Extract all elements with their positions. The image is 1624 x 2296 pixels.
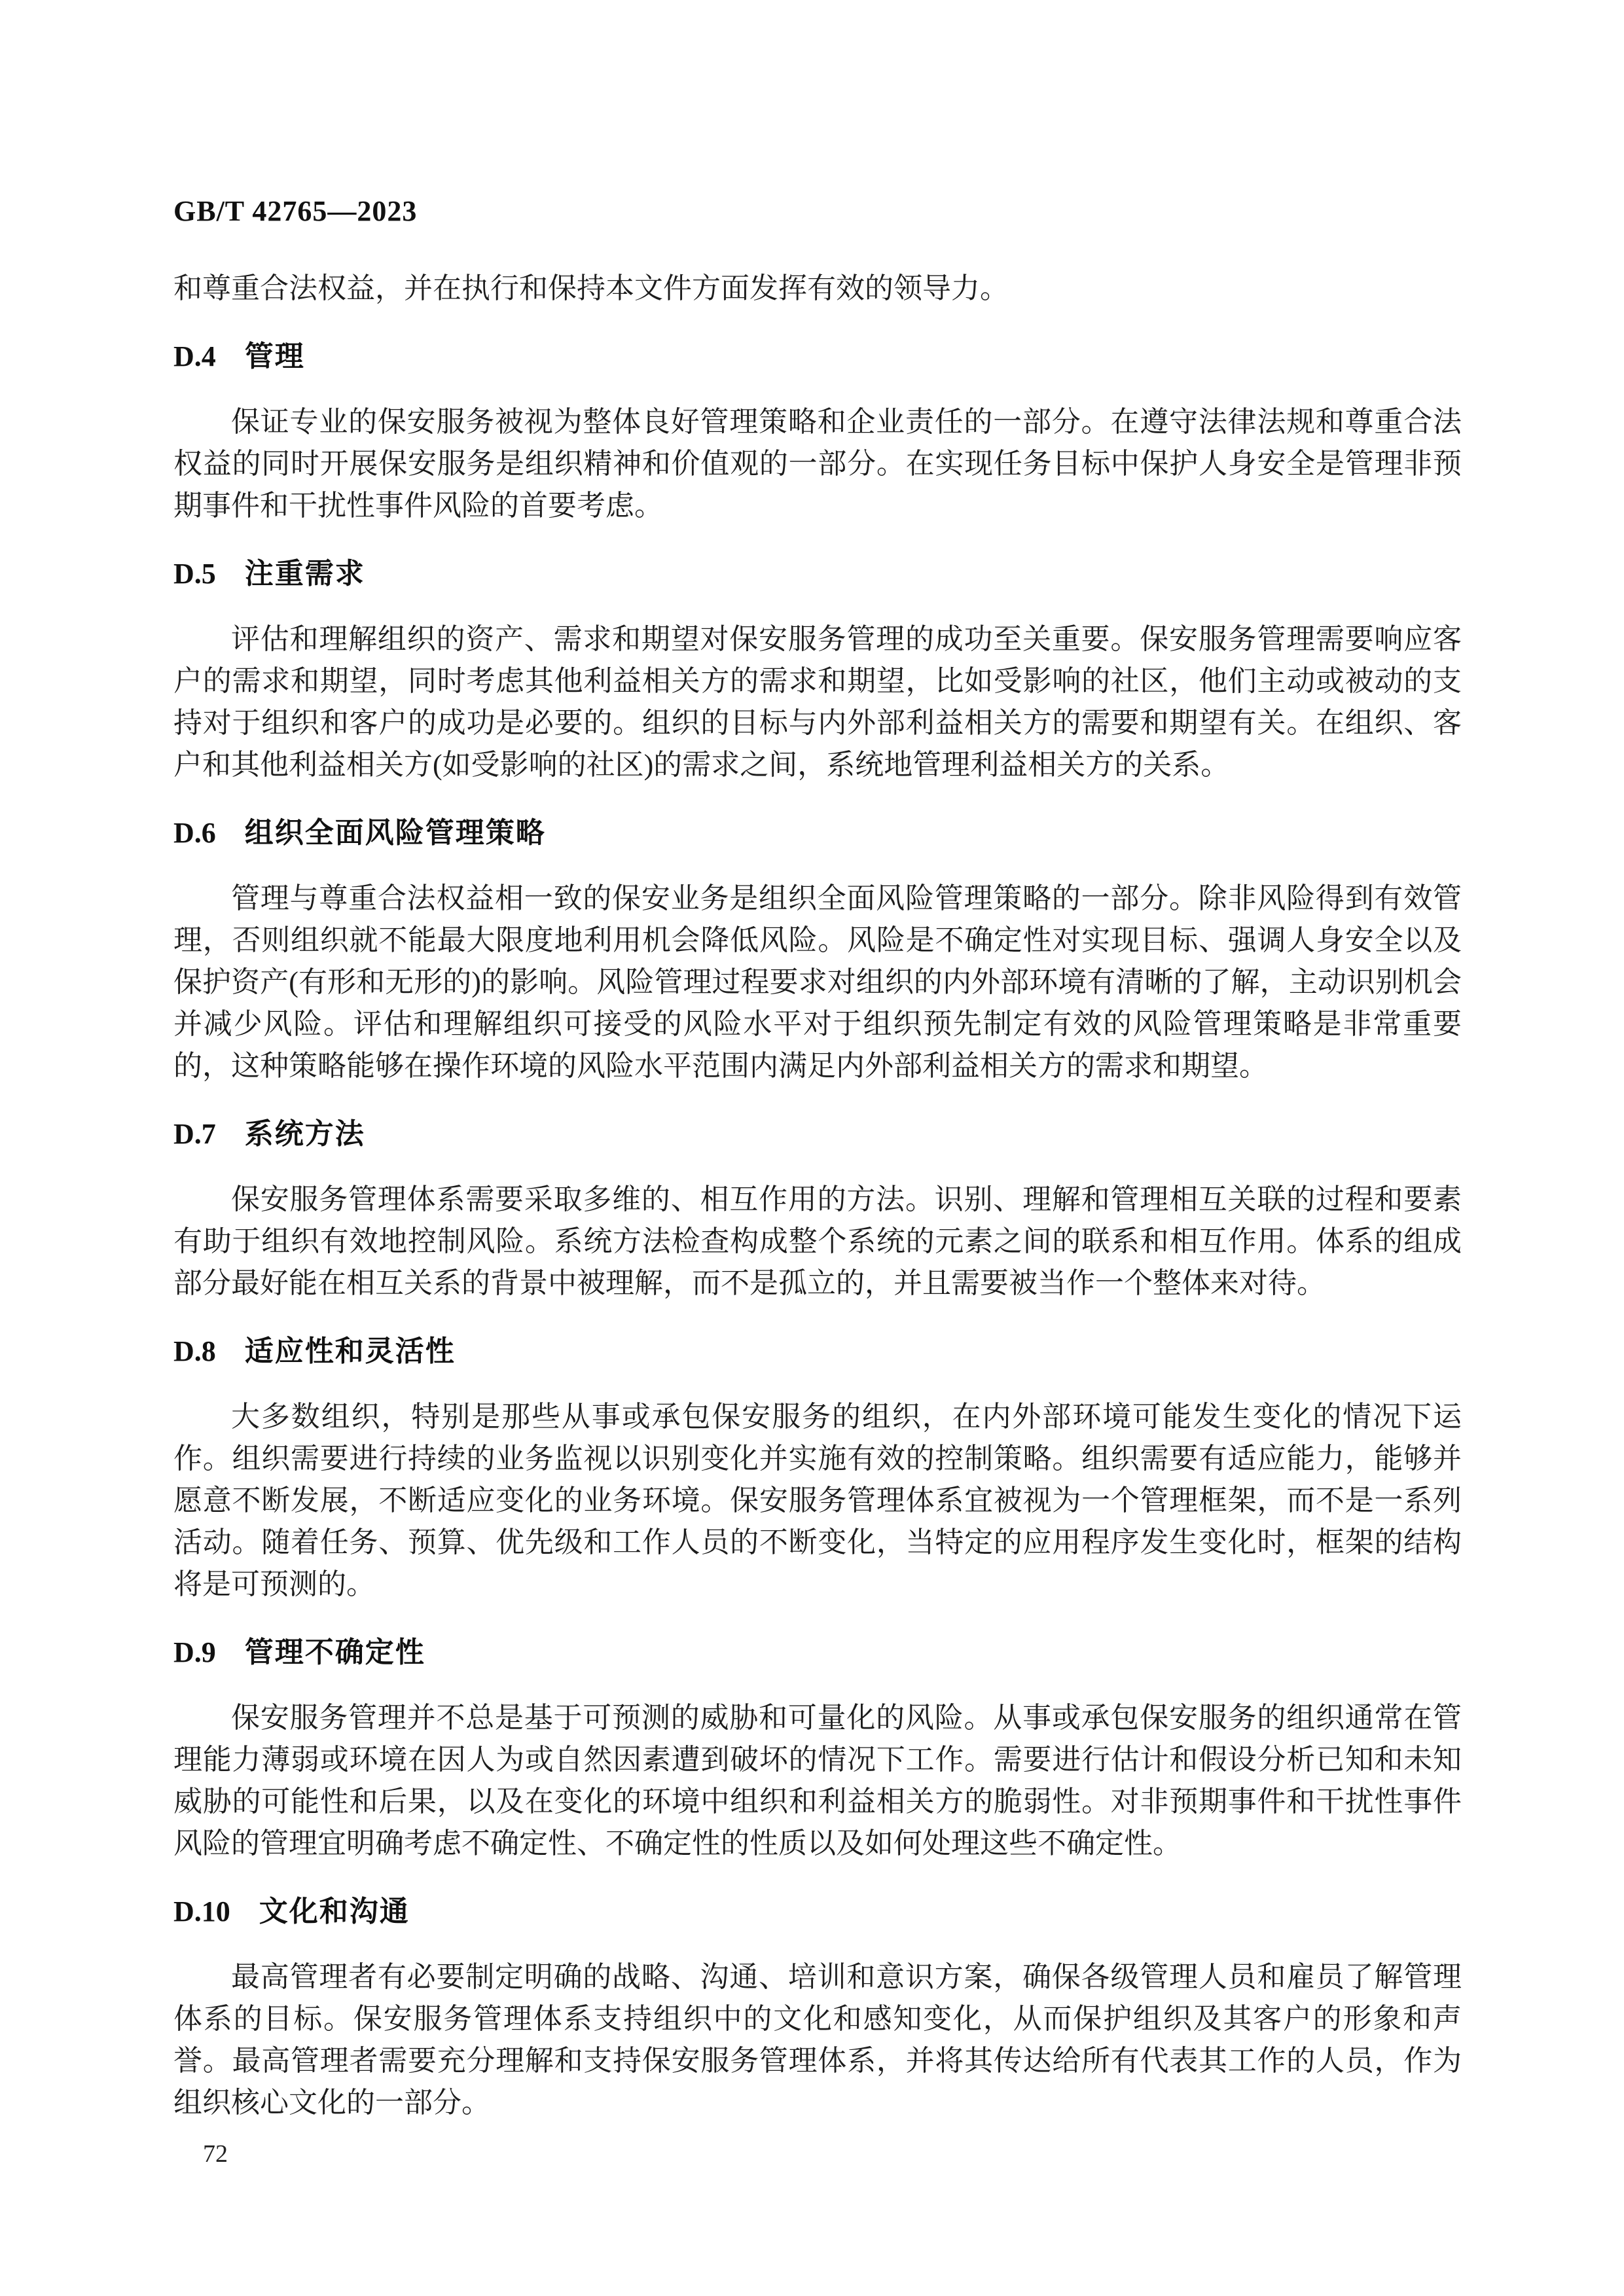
section-number: D.5	[173, 558, 216, 590]
section-title: 文化和沟通	[259, 1895, 410, 1928]
section-d4-heading	[173, 336, 1462, 378]
section-d6-body: 管理与尊重合法权益相一致的保安业务是组织全面风险管理策略的一部分。除非风险得到有效管理，否则组织就不能最大限度地利用机会降低风险。风险是不确定性对实现目标、强调人身安全以及保护资产(有形和无形的)的影响。风险管理过程要求对组织的内外部环境有清晰的了解，主动识别机会并减少风险。评估和理解组织可接受的风险水平对于组织预先制定有效的风险管理策略是非常重要的，这种策略能够在操作环境的风险水平范围内满足内外部利益相关方的需求和期望。	[173, 882, 1462, 1082]
section-number: D.6	[173, 817, 216, 849]
section-number: D.10	[173, 1895, 230, 1928]
section-d9-body: 保安服务管理并不总是基于可预测的威胁和可量化的风险。从事或承包保安服务的组织通常在管理能力薄弱或环境在因人为或自然因素遭到破坏的情况下工作。需要进行估计和假设分析已知和未知威胁的可能性和后果，以及在变化的环境中组织和利益相关方的脆弱性。对非预期事件和干扰性事件风险的管理宜明确考虑不确定性、不确定性的性质以及如何处理这些不确定性。	[173, 1702, 1462, 1859]
section-title: 系统方法	[244, 1118, 365, 1150]
section-d7	[173, 1113, 1462, 1304]
section-d10	[173, 1891, 1462, 2124]
section-d8	[173, 1331, 1462, 1605]
section-d9	[173, 1632, 1462, 1865]
section-title: 管理不确定性	[244, 1636, 425, 1668]
section-number: D.8	[173, 1335, 216, 1367]
section-title: 注重需求	[244, 558, 365, 590]
section-d4-body: 保证专业的保安服务被视为整体良好管理策略和企业责任的一部分。在遵守法律法规和尊重合法权益的同时开展保安服务是组织精神和价值观的一部分。在实现任务目标中保护人身安全是管理非预期事件和干扰性事件风险的首要考虑。	[173, 406, 1462, 522]
section-d10-heading	[173, 1891, 1462, 1933]
section-title: 适应性和灵活性	[244, 1335, 456, 1367]
standard-number-header: GB/T 42765—2023	[173, 195, 418, 227]
section-d8-body: 大多数组织，特别是那些从事或承包保安服务的组织，在内外部环境可能发生变化的情况下运作。组织需要进行持续的业务监视以识别变化并实施有效的控制策略。组织需要有适应能力，能够并愿意不断发展，不断适应变化的业务环境。保安服务管理体系宜被视为一个管理框架，而不是一系列活动。随着任务、预算、优先级和工作人员的不断变化，当特定的应用程序发生变化时，框架的结构将是可预测的。	[173, 1401, 1462, 1600]
section-number: D.4	[173, 340, 216, 372]
section-d6-heading	[173, 812, 1462, 854]
section-d6	[173, 812, 1462, 1087]
section-d4	[173, 336, 1462, 527]
section-d9-heading	[173, 1632, 1462, 1674]
section-d8-heading	[173, 1331, 1462, 1372]
section-d7-body: 保安服务管理体系需要采取多维的、相互作用的方法。识别、理解和管理相互关联的过程和要素有助于组织有效地控制风险。系统方法检查构成整个系统的元素之间的联系和相互作用。体系的组成部分最好能在相互关系的背景中被理解，而不是孤立的，并且需要被当作一个整体来对待。	[173, 1183, 1462, 1299]
section-number: D.9	[173, 1636, 216, 1668]
section-d5	[173, 553, 1462, 786]
section-d7-heading	[173, 1113, 1462, 1155]
section-number: D.7	[173, 1118, 216, 1150]
section-d5-body: 评估和理解组织的资产、需求和期望对保安服务管理的成功至关重要。保安服务管理需要响应客户的需求和期望，同时考虑其他利益相关方的需求和期望，比如受影响的社区，他们主动或被动的支持对于组织和客户的成功是必要的。组织的目标与内外部利益相关方的需要和期望有关。在组织、客户和其他利益相关方(如受影响的社区)的需求之间，系统地管理利益相关方的关系。	[173, 623, 1462, 781]
section-d10-body: 最高管理者有必要制定明确的战略、沟通、培训和意识方案，确保各级管理人员和雇员了解管理体系的目标。保安服务管理体系支持组织中的文化和感知变化，从而保护组织及其客户的形象和声誉。最高管理者需要充分理解和支持保安服务管理体系，并将其传达给所有代表其工作的人员，作为组织核心文化的一部分。	[173, 1961, 1462, 2119]
section-title: 管理	[244, 340, 305, 372]
section-title: 组织全面风险管理策略	[244, 817, 546, 849]
page-number: 72	[203, 2140, 228, 2168]
section-d5-heading	[173, 553, 1462, 595]
intro-paragraph: 和尊重合法权益，并在执行和保持本文件方面发挥有效的领导力。	[173, 272, 1009, 304]
